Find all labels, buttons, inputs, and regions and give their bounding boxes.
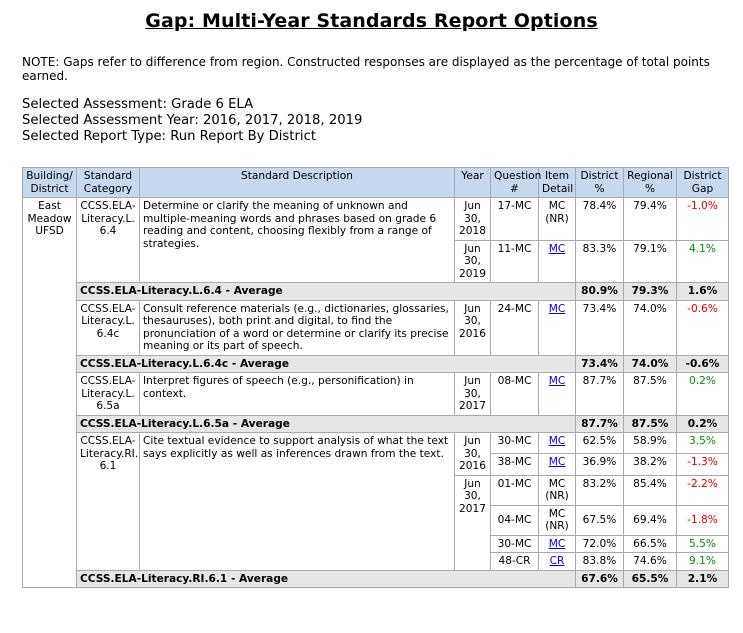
item-detail-link[interactable]: MC bbox=[548, 375, 566, 387]
average-district: 87.7% bbox=[576, 415, 624, 433]
col-gap: District Gap bbox=[677, 168, 729, 198]
regional-pct-cell: 85.4% bbox=[624, 475, 677, 505]
average-row bbox=[23, 570, 729, 588]
regional-pct-cell: 74.0% bbox=[624, 300, 677, 355]
table-header-row bbox=[23, 168, 729, 198]
district-pct-cell: 73.4% bbox=[576, 300, 624, 355]
item-cell: MC (NR) bbox=[539, 198, 576, 241]
average-row bbox=[23, 415, 729, 433]
description-cell: Consult reference materials (e.g., dictionaries, glossaries, thesauruses), both print and digital, to find the pronunciation of a word or determine or clarify its precise meaning or its part of speech. bbox=[140, 300, 455, 355]
district-pct-cell: 83.2% bbox=[576, 475, 624, 505]
item-detail-link[interactable]: MC bbox=[548, 456, 566, 469]
gap-cell: 5.5% bbox=[677, 535, 729, 553]
gap-cell: 0.2% bbox=[677, 373, 729, 416]
question-cell: 38-MC bbox=[491, 454, 539, 475]
average-gap: 2.1% bbox=[677, 570, 729, 588]
average-district: 80.9% bbox=[576, 283, 624, 301]
average-label: CCSS.ELA-Literacy.L.6.4c - Average bbox=[77, 355, 576, 373]
category-cell: CCSS.ELA-Literacy.L. 6.4 bbox=[77, 198, 140, 283]
average-row bbox=[23, 283, 729, 301]
gap-cell: -2.2% bbox=[677, 475, 729, 505]
category-cell: CCSS.ELA-Literacy.L. 6.5a bbox=[77, 373, 140, 416]
average-district: 73.4% bbox=[576, 355, 624, 373]
question-cell: 48-CR bbox=[491, 553, 539, 571]
district-pct-cell: 87.7% bbox=[576, 373, 624, 416]
col-question: Question # bbox=[491, 168, 539, 198]
item-detail-link[interactable]: CR bbox=[549, 555, 565, 567]
year-cell: Jun 30, 2017 bbox=[455, 475, 491, 570]
col-year: Year bbox=[455, 168, 491, 198]
district-pct-cell: 72.0% bbox=[576, 535, 624, 553]
item-detail-link[interactable]: MC bbox=[548, 302, 566, 315]
question-cell: 17-MC bbox=[491, 198, 539, 241]
question-cell: 08-MC bbox=[491, 373, 539, 416]
gap-cell: -0.6% bbox=[677, 300, 729, 355]
year-cell: Jun 30, 2018 bbox=[455, 198, 491, 241]
building-cell: East Meadow UFSD bbox=[23, 198, 77, 588]
district-pct-cell: 83.3% bbox=[576, 240, 624, 283]
item-detail-link[interactable]: MC bbox=[548, 242, 566, 255]
average-label: CCSS.ELA-Literacy.RI.6.1 - Average bbox=[77, 570, 576, 588]
col-category: Standard Category bbox=[77, 168, 140, 198]
col-building: Building/ District bbox=[23, 168, 77, 198]
selected-year: Selected Assessment Year: 2016, 2017, 2018, 2019 bbox=[22, 113, 363, 128]
gap-cell: 9.1% bbox=[677, 553, 729, 571]
district-pct-cell: 36.9% bbox=[576, 454, 624, 475]
district-pct-cell: 62.5% bbox=[576, 433, 624, 454]
district-pct-cell: 67.5% bbox=[576, 505, 624, 535]
table-row bbox=[23, 373, 729, 416]
question-cell: 30-MC bbox=[491, 535, 539, 553]
question-cell: 11-MC bbox=[491, 240, 539, 283]
gap-cell: -1.3% bbox=[677, 454, 729, 475]
table-row bbox=[23, 433, 729, 454]
average-gap: 0.2% bbox=[677, 415, 729, 433]
standards-report-table bbox=[22, 167, 729, 588]
year-cell: Jun 30, 2016 bbox=[455, 300, 491, 355]
district-pct-cell: 78.4% bbox=[576, 198, 624, 241]
table-row bbox=[23, 300, 729, 355]
average-gap: -0.6% bbox=[677, 355, 729, 373]
regional-pct-cell: 38.2% bbox=[624, 454, 677, 475]
selection-summary bbox=[22, 97, 362, 145]
average-label: CCSS.ELA-Literacy.L.6.4 - Average bbox=[77, 283, 576, 301]
selected-report-type: Selected Report Type: Run Report By District bbox=[22, 129, 316, 144]
item-detail-link[interactable]: MC bbox=[548, 435, 566, 447]
gap-cell: -1.8% bbox=[677, 505, 729, 535]
average-row bbox=[23, 355, 729, 373]
regional-pct-cell: 79.4% bbox=[624, 198, 677, 241]
col-regional: Regional % bbox=[624, 168, 677, 198]
col-description: Standard Description bbox=[140, 168, 455, 198]
table-row bbox=[23, 198, 729, 241]
item-detail-link[interactable]: MC bbox=[548, 537, 566, 550]
gap-cell: 4.1% bbox=[677, 240, 729, 283]
average-regional: 65.5% bbox=[624, 570, 677, 588]
gap-cell: -1.0% bbox=[677, 198, 729, 241]
item-cell: MC (NR) bbox=[539, 475, 576, 505]
average-regional: 87.5% bbox=[624, 415, 677, 433]
average-district: 67.6% bbox=[576, 570, 624, 588]
regional-pct-cell: 69.4% bbox=[624, 505, 677, 535]
item-cell: MC (NR) bbox=[539, 505, 576, 535]
description-cell: Interpret figures of speech (e.g., personification) in context. bbox=[140, 373, 455, 416]
year-cell: Jun 30, 2017 bbox=[455, 373, 491, 416]
average-label: CCSS.ELA-Literacy.L.6.5a - Average bbox=[77, 415, 576, 433]
year-cell: Jun 30, 2016 bbox=[455, 433, 491, 476]
district-pct-cell: 83.8% bbox=[576, 553, 624, 571]
description-cell: Cite textual evidence to support analysis of what the text says explicitly as well as inferences drawn from the text. bbox=[140, 433, 455, 571]
page-title: Gap: Multi-Year Standards Report Options bbox=[145, 10, 598, 32]
regional-pct-cell: 79.1% bbox=[624, 240, 677, 283]
average-regional: 74.0% bbox=[624, 355, 677, 373]
question-cell: 24-MC bbox=[491, 300, 539, 355]
average-regional: 79.3% bbox=[624, 283, 677, 301]
gap-cell: 3.5% bbox=[677, 433, 729, 454]
regional-pct-cell: 66.5% bbox=[624, 535, 677, 553]
category-cell: CCSS.ELA-Literacy.L. 6.4c bbox=[77, 300, 140, 355]
description-cell: Determine or clarify the meaning of unknown and multiple-meaning words and phrases based on grade 6 reading and content, choosing flexibly from a range of strategies. bbox=[140, 198, 455, 283]
selected-assessment: Selected Assessment: Grade 6 ELA bbox=[22, 97, 254, 112]
regional-pct-cell: 58.9% bbox=[624, 433, 677, 454]
question-cell: 04-MC bbox=[491, 505, 539, 535]
year-cell: Jun 30, 2019 bbox=[455, 240, 491, 283]
note-text: NOTE: Gaps refer to difference from region. Constructed responses are displayed as the percentage of total points earned. bbox=[22, 55, 710, 83]
category-cell: CCSS.ELA-Literacy.RI. 6.1 bbox=[77, 433, 140, 571]
col-item: Item Detail bbox=[539, 168, 576, 198]
average-gap: 1.6% bbox=[677, 283, 729, 301]
question-cell: 30-MC bbox=[491, 433, 539, 454]
question-cell: 01-MC bbox=[491, 475, 539, 505]
col-district: District % bbox=[576, 168, 624, 198]
regional-pct-cell: 87.5% bbox=[624, 373, 677, 416]
regional-pct-cell: 74.6% bbox=[624, 553, 677, 571]
